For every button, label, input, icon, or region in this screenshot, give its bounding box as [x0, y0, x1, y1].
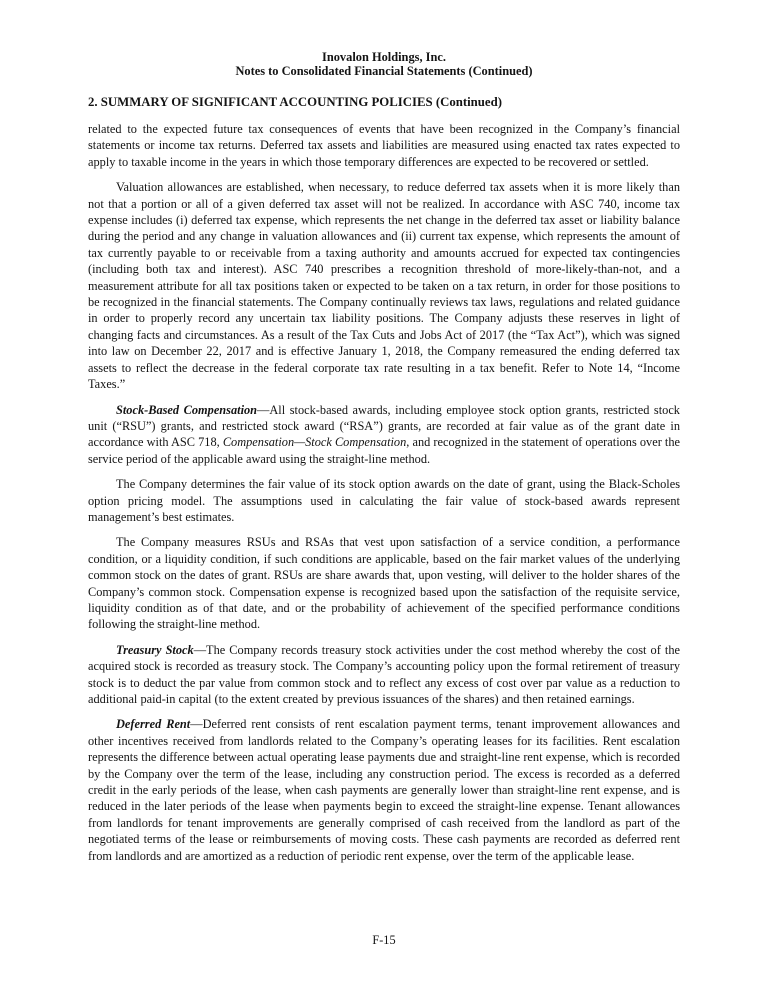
text-run: —Deferred rent consists of rent escalation payment terms, tenant improvement allowances and other incentives received from landlords related to the Company’s operating leases for its facilities. Rent escalation represents the difference between actual operating lease payments due and straight-line rent expense, which is recorded by the Company over the term of the lease, including any construction period. The excess is recorded as a deferred credit in the early periods of the lease, when cash payments are generally lower than straight-line rent expense, and is reduced in the later periods of the lease when payments begin to exceed the straight-line expense. Tenant allowances from landlords for tenant improvements are generally comprised of cash received from the landlord as part of the negotiated terms of the lease or reimbursements of moving costs. These cash payments are recorded as deferred rent from landlords and are amortized as a reduction of periodic rent expense, over the term of the applicable lease.: [88, 717, 680, 863]
paragraph-lead-term: Treasury Stock: [116, 642, 194, 657]
paragraph: [88, 534, 680, 632]
text-run: Compensation—Stock Compensation: [222, 435, 407, 450]
paragraph-lead-term: Stock-Based Compensation: [116, 402, 258, 417]
text-run: —The Company records treasury stock activities under the cost method whereby the cost of the acquired stock is recorded as treasury stock. The Company’s accounting policy upon the formal retirement of treasury stock is to deduct the par value from common stock and to reflect any excess of cost over par value as a reduction to additional paid-in capital (to the extent created by previous issuances of the shares) and then retained earnings.: [88, 642, 680, 706]
paragraph: [88, 179, 680, 392]
text-run: —All stock-based awards, including employee stock option grants, restricted stock unit (“RSU”) grants, and restricted stock award (“RSA”) grants, are recorded at fair value as of the grant date in accordance with ASC 718,: [88, 402, 680, 450]
paragraph: [88, 121, 680, 170]
paragraph: [88, 716, 680, 864]
paragraph-lead-term: Deferred Rent: [116, 717, 191, 732]
document-subtitle: Notes to Consolidated Financial Statements (Continued): [235, 64, 533, 78]
document-body: [88, 121, 680, 864]
company-name: Inovalon Holdings, Inc.: [322, 50, 446, 64]
text-run: , and recognized in the statement of operations over the service period of the applicable award using the straight-line method.: [88, 435, 680, 466]
section-heading: 2. SUMMARY OF SIGNIFICANT ACCOUNTING POLICIES (Continued): [88, 95, 502, 109]
text-run: Valuation allowances are established, when necessary, to reduce deferred tax assets when it is more likely than not that a portion or all of a given deferred tax asset will not be realized. In accordance with ASC 740, income tax expense includes (i) deferred tax expense, which represents the net change in the deferred tax asset or liability balance during the period and any change in valuation allowances and (ii) current tax expense, which represents the amount of tax currently payable to or receivable from a taxing authority and amounts accrued for expected tax contingencies (including both tax and interest). ASC 740 prescribes a recognition threshold of more-likely-than-not, and a measurement attribute for all tax positions taken or expected to be taken on a tax return, in order for those positions to be recognized in the financial statements. The Company continually reviews tax laws, regulations and related guidance in order to properly record any uncertain tax liability positions. The Company adjusts these reserves in light of changing facts and circumstances. As a result of the Tax Cuts and Jobs Act of 2017 (the “Tax Act”), which was signed into law on December 22, 2017 and is effective January 1, 2018, the Company remeasured the ending deferred tax assets to reflect the decrease in the federal corporate tax rate resulting in a tax benefit. Refer to Note 14, “Income Taxes.”: [88, 180, 680, 392]
text-run: related to the expected future tax consequences of events that have been recognized in the Company’s financial statements or income tax returns. Deferred tax assets and liabilities are measured using enacted tax rates expected to apply to taxable income in the years in which those temporary differences are expected to be recovered or settled.: [88, 122, 680, 169]
document-header: [88, 50, 680, 78]
paragraph: [88, 402, 680, 468]
text-run: The Company measures RSUs and RSAs that vest upon satisfaction of a service condition, a performance condition, or a liquidity condition, if such conditions are applicable, based on the fair market values of the underlying common stock on the dates of grant. RSUs are share awards that, upon vesting, will deliver to the holder shares of the Company’s common stock. Compensation expense is recognized based upon the satisfaction of the requisite service, liquidity condition as of that date, and or the probability of achievement of the specified performance conditions following the straight-line method.: [88, 535, 680, 632]
page-number: F-15: [372, 933, 396, 947]
paragraph: [88, 476, 680, 525]
text-run: The Company determines the fair value of its stock option awards on the date of grant, using the Black-Scholes option pricing model. The assumptions used in calculating the fair value of stock-based awards represent management’s best estimates.: [88, 477, 680, 524]
paragraph: [88, 642, 680, 708]
